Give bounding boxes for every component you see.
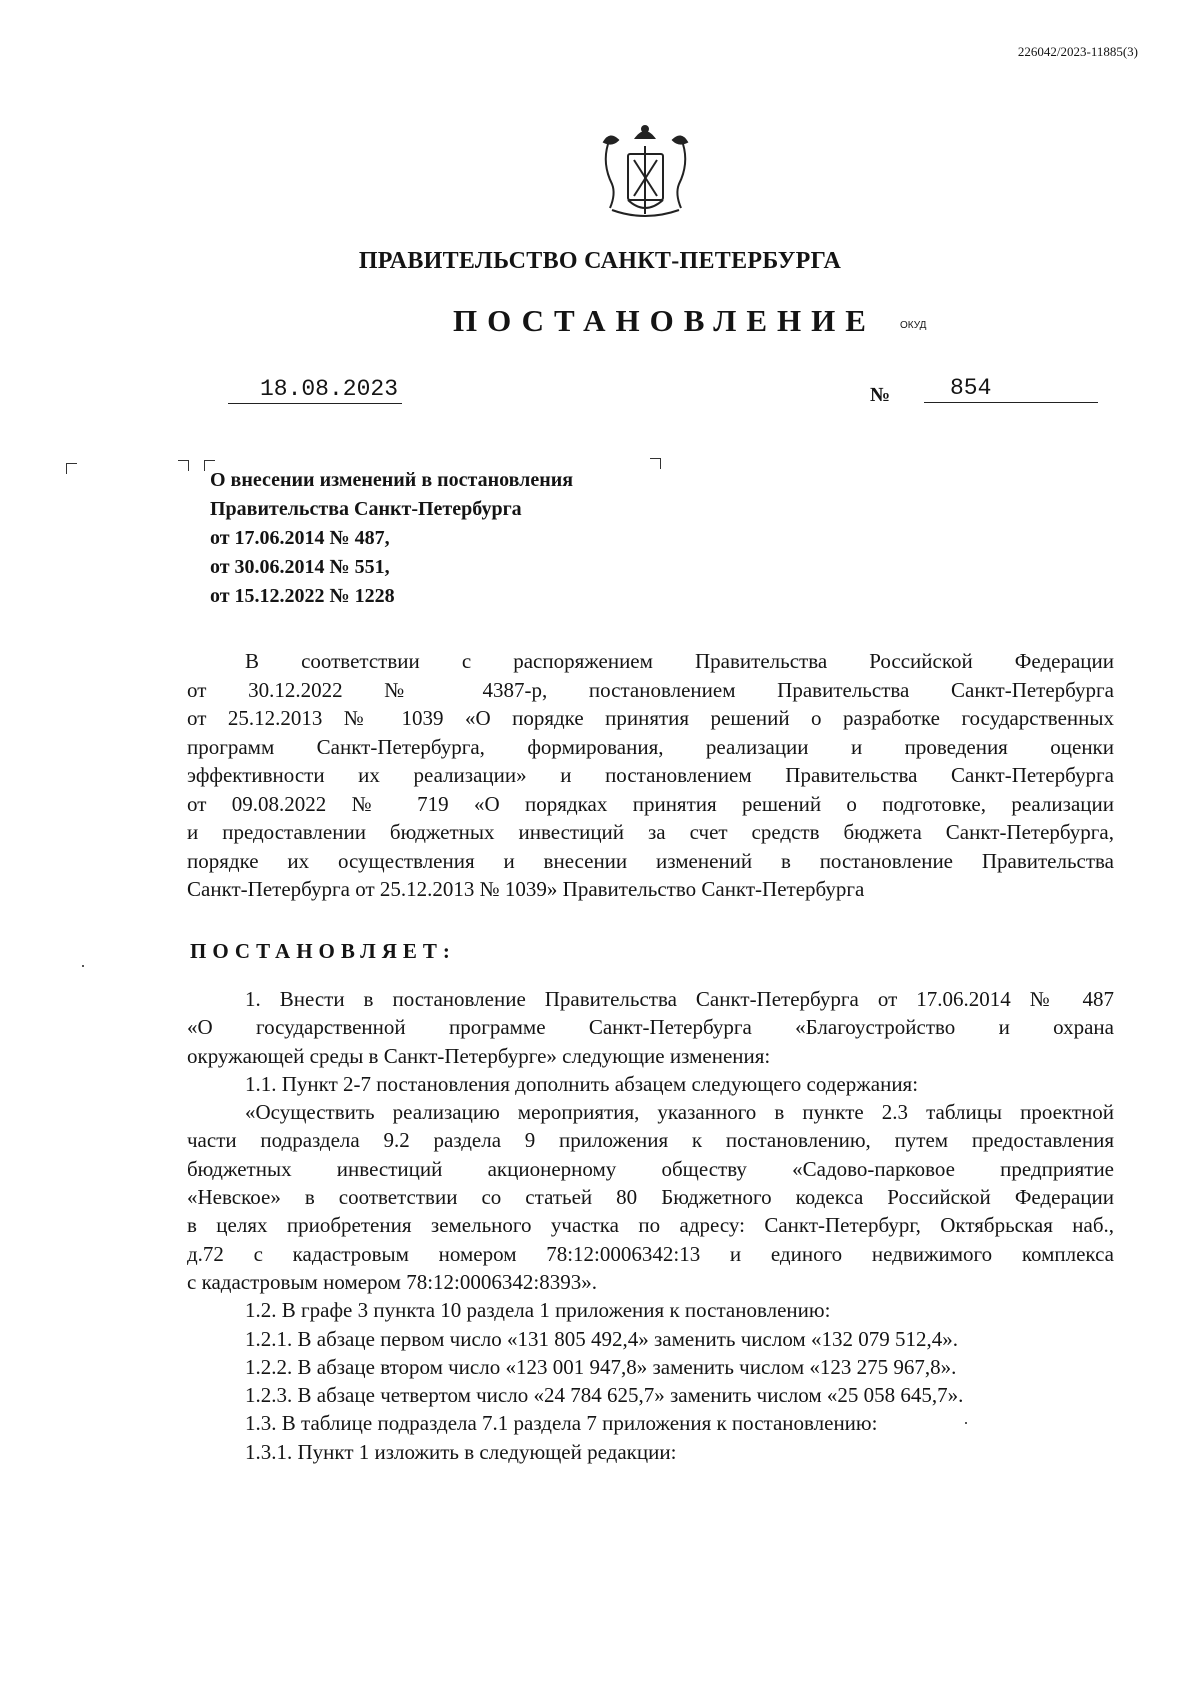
body-line: «Осуществить реализацию мероприятия, указанного в пункте 2.3 таблицы проектной [245,1100,1114,1125]
document-type: ПОСТАНОВЛЕНИЕ [453,303,876,338]
body-line: д.72 с кадастровым номером 78:12:0006342:13 и единого недвижимого комплекса [187,1241,1114,1266]
body-line: 1.1. Пункт 2-7 постановления дополнить абзацем следующего содержания: [245,1071,919,1096]
corner-mark-left [66,463,77,474]
body-line: 1.3. В таблице подраздела 7.1 раздела 7 приложения к постановлению: [245,1411,878,1436]
body-line: 1. Внести в постановление Правительства Санкт-Петербурга от 17.06.2014 № 487 [245,987,1114,1011]
body-line: с кадастровым номером 78:12:0006342:8393». [187,1269,597,1294]
preamble-line: В соответствии с распоряжением Правительства Российской Федерации [245,649,1114,673]
body-line: окружающей среды в Санкт-Петербурге» следующие изменения: [187,1043,771,1068]
body-line: «Невское» в соответствии со статьей 80 Бюджетного кодекса Российской Федерации [187,1185,1114,1210]
subject-line: от 15.12.2022 № 1228 [210,585,395,607]
document-date: 18.08.2023 [228,375,402,404]
scan-speck [82,965,84,967]
body-line: бюджетных инвестиций акционерному обществу «Садово-парковое предприятие [187,1156,1114,1181]
corner-mark-inner-right [178,460,189,471]
body-line: части подраздела 9.2 раздела 9 приложения к постановлению, путем предоставления [187,1128,1114,1153]
subject-line: Правительства Санкт-Петербурга [210,498,522,520]
number-sign: № [870,384,891,406]
scan-speck [965,1422,967,1424]
subject-line: от 17.06.2014 № 487, [210,527,390,549]
body-line: 1.2.1. В абзаце первом число «131 805 492,4» заменить числом «132 079 512,4». [245,1326,958,1351]
government-title: ПРАВИТЕЛЬСТВО САНКТ-ПЕТЕРБУРГА [358,248,842,274]
preamble-line: порядке их осуществления и внесении изменений в постановление Правительства [187,848,1114,873]
preamble-line: от 30.12.2022 № 4387-р, постановлением Правительства Санкт-Петербурга [187,677,1114,702]
resolves-heading: ПОСТАНОВЛЯЕТ: [190,939,456,963]
body-line: в целях приобретения земельного участка по адресу: Санкт-Петербург, Октябрьская наб., [187,1213,1114,1238]
document-number: 854 [924,374,1098,403]
document-id: 226042/2023-11885(3) [1017,44,1138,59]
document-subject [210,466,573,611]
body-line: 1.2. В графе 3 пункта 10 раздела 1 приложения к постановлению: [245,1298,831,1323]
body-line: «О государственной программе Санкт-Петербурга «Благоустройство и охрана [187,1015,1114,1040]
preamble-line: программ Санкт-Петербурга, формирования, реализации и проведения оценки [187,734,1114,759]
preamble-line: и предоставлении бюджетных инвестиций за счет средств бюджета Санкт-Петербурга, [187,820,1114,844]
resolution-body [187,985,1114,1466]
preamble [187,647,1114,904]
subject-line: от 30.06.2014 № 551, [210,556,390,578]
preamble-line: Санкт-Петербурга от 25.12.2013 № 1039» Правительство Санкт-Петербурга [187,877,865,901]
preamble-line: от 25.12.2013 № 1039 «О порядке принятия решений о разработке государственных [187,706,1114,730]
subject-line: О внесении изменений в постановления [210,469,574,491]
coat-of-arms-emblem [598,124,693,224]
okud-label: ОКУД [900,320,927,331]
body-line: 1.3.1. Пункт 1 изложить в следующей редакции: [245,1439,677,1464]
body-line: 1.2.2. В абзаце втором число «123 001 947,8» заменить числом «123 275 967,8». [245,1354,957,1379]
preamble-line: от 09.08.2022 № 719 «О порядках принятия решений о подготовке, реализации [187,791,1114,816]
body-line: 1.2.3. В абзаце четвертом число «24 784 625,7» заменить числом «25 058 645,7». [245,1383,964,1408]
preamble-line: эффективности их реализации» и постановлением Правительства Санкт-Петербурга [187,763,1114,787]
corner-mark-right [650,458,661,469]
